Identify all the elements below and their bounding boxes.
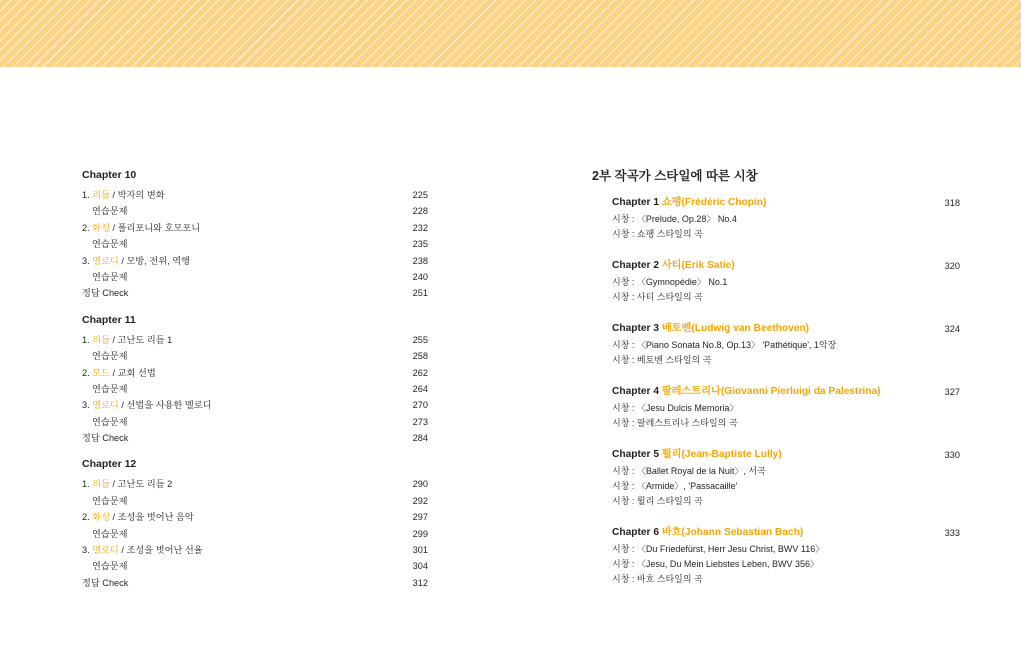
page-number: 258 xyxy=(412,351,428,362)
entry-number: 2. xyxy=(82,512,93,523)
entry-topic: 리듬 xyxy=(92,479,110,490)
page-number: 304 xyxy=(412,561,428,572)
entry-subtitle: / 고난도 리듬 1 xyxy=(109,334,173,345)
entry-number: 1. xyxy=(82,334,93,345)
chapter-label: Chapter 1 xyxy=(612,197,662,208)
page-number: 333 xyxy=(944,528,960,538)
toc-left-column xyxy=(82,168,430,602)
composer-chapter xyxy=(612,259,962,305)
page-number: 240 xyxy=(412,271,428,282)
toc-entry[interactable] xyxy=(82,398,430,414)
composer-chapter-title[interactable] xyxy=(612,526,962,542)
toc-entry[interactable] xyxy=(82,543,430,559)
page-number: 327 xyxy=(944,387,960,397)
toc-entry[interactable] xyxy=(82,366,430,382)
entry-topic: 멜로디 xyxy=(92,255,119,266)
sight-singing-item: 시창 : 〈Armide〉, 'Passacaille' xyxy=(612,481,738,491)
header-banner xyxy=(0,0,1021,67)
chapter-label: Chapter 4 xyxy=(612,386,662,397)
toc-entry-exercise[interactable] xyxy=(82,270,430,286)
toc-entry-answers[interactable] xyxy=(82,431,430,447)
chapter-label: Chapter 2 xyxy=(612,260,662,271)
toc-entry-exercise[interactable] xyxy=(82,494,430,510)
page-number: 320 xyxy=(944,261,960,271)
entry-number: 3. xyxy=(82,545,93,556)
toc-entry-exercise[interactable] xyxy=(82,382,430,398)
composer-name: 쇼팽(Frédéric Chopin) xyxy=(661,197,767,208)
page-number: 262 xyxy=(412,367,428,378)
entry-number: 3. xyxy=(82,255,93,266)
chapter-title: Chapter 12 xyxy=(82,458,137,471)
toc-entry-exercise[interactable] xyxy=(82,415,430,431)
page-number: 273 xyxy=(412,416,428,427)
entry-label: 연습문제 xyxy=(92,416,128,427)
sight-singing-item: 시창 : 베토벤 스타일의 곡 xyxy=(612,355,712,365)
toc-right-column xyxy=(592,166,962,604)
page-number: 312 xyxy=(412,577,428,588)
page-number: 232 xyxy=(412,222,428,233)
sight-singing-item: 시창 : 〈Jesu Dulcis Memoria〉 xyxy=(612,403,739,413)
page-number: 264 xyxy=(412,383,428,394)
sight-singing-item: 시창 : 륄리 스타일의 곡 xyxy=(612,496,703,506)
entry-topic: 리듬 xyxy=(92,190,110,200)
entry-label: 정답 Check xyxy=(82,433,129,444)
toc-entry-exercise[interactable] xyxy=(82,527,430,543)
chapter-title: Chapter 11 xyxy=(82,313,136,326)
toc-entry-exercise[interactable] xyxy=(82,349,430,365)
sight-singing-item: 시창 : 사티 스타일의 곡 xyxy=(612,292,703,302)
composer-chapter xyxy=(612,385,962,431)
page-number: 235 xyxy=(412,239,428,250)
entry-topic: 멜로디 xyxy=(92,400,119,411)
composer-name: 바흐(Johann Sebastian Bach) xyxy=(661,527,804,538)
sight-singing-item: 시창 : 〈Prelude, Op.28〉 No.4 xyxy=(612,214,737,224)
composer-name: 륄리(Jean-Baptiste Lully) xyxy=(661,449,782,460)
page-number: 290 xyxy=(412,479,428,490)
toc-entry[interactable] xyxy=(82,510,430,526)
entry-label: 연습문제 xyxy=(92,561,128,572)
entry-label: 연습문제 xyxy=(92,239,128,250)
toc-entry-answers[interactable] xyxy=(82,286,430,302)
entry-label: 정답 Check xyxy=(82,577,129,588)
composer-chapter xyxy=(612,526,962,587)
entry-topic: 리듬 xyxy=(92,334,110,345)
composer-chapter-title[interactable] xyxy=(612,322,962,338)
composer-name: 팔레스트리나(Giovanni Pierluigi da Palestrina) xyxy=(661,386,881,397)
sight-singing-item: 시창 : 팔레스트리나 스타일의 곡 xyxy=(612,418,738,428)
entry-subtitle: / 선법을 사용한 멜로디 xyxy=(118,400,212,411)
entry-label: 연습문제 xyxy=(92,271,128,282)
entry-subtitle: / 조성을 벗어난 음악 xyxy=(109,512,194,523)
entry-label: 연습문제 xyxy=(92,383,128,394)
sight-singing-item: 시창 : 〈Jesu, Du Mein Liebstes Leben, BWV 356〉 xyxy=(612,559,819,569)
entry-subtitle: / 조성을 벗어난 선율 xyxy=(118,545,203,556)
page-number: 292 xyxy=(412,495,428,506)
page-number: 318 xyxy=(944,198,960,208)
chapter-label: Chapter 5 xyxy=(612,449,662,460)
entry-label: 정답 Check xyxy=(82,288,129,299)
entry-subtitle: / 박자의 변화 xyxy=(109,190,165,200)
toc-entry-exercise[interactable] xyxy=(82,237,430,253)
page-number: 251 xyxy=(412,288,428,299)
page-number: 324 xyxy=(944,324,960,334)
chapter-label: Chapter 6 xyxy=(612,527,662,538)
entry-number: 2. xyxy=(82,222,93,233)
composer-chapter-title[interactable] xyxy=(612,385,962,401)
entry-number: 1. xyxy=(82,479,93,490)
toc-entry[interactable] xyxy=(82,333,430,349)
toc-entry[interactable] xyxy=(82,221,430,237)
entry-number: 3. xyxy=(82,400,93,411)
entry-topic: 모드 xyxy=(92,367,110,378)
toc-entry-exercise[interactable] xyxy=(82,204,430,220)
sight-singing-item: 시창 : 〈Gymnopédie〉 No.1 xyxy=(612,277,728,287)
entry-topic: 멜로디 xyxy=(92,545,119,556)
sight-singing-item: 시창 : 바흐 스타일의 곡 xyxy=(612,574,703,584)
page-number: 255 xyxy=(412,334,428,345)
composer-chapter-title[interactable] xyxy=(612,448,962,464)
page-number: 284 xyxy=(412,433,428,444)
composer-name: 베토벤(Ludwig van Beethoven) xyxy=(661,323,810,334)
page-number: 270 xyxy=(412,400,428,411)
entry-subtitle: / 폴리포니와 호모포니 xyxy=(109,222,201,233)
page-number: 301 xyxy=(412,545,428,556)
toc-entry[interactable] xyxy=(82,254,430,270)
page-number: 225 xyxy=(412,190,428,200)
composer-chapter xyxy=(612,448,962,509)
page-number: 330 xyxy=(944,450,960,460)
sight-singing-item: 시창 : 〈Ballet Royal de la Nuit〉, 서곡 xyxy=(612,466,766,476)
entry-label: 연습문제 xyxy=(92,206,128,217)
entry-number: 2. xyxy=(82,367,93,378)
page-number: 297 xyxy=(412,512,428,523)
sight-singing-item: 시창 : 〈Du Friedefürst, Herr Jesu Christ, BWV 116〉 xyxy=(612,544,825,554)
sight-singing-item: 시창 : 〈Piano Sonata No.8, Op.13〉 'Pathétique', 1악장 xyxy=(612,340,837,350)
entry-subtitle: / 교회 선법 xyxy=(109,367,156,378)
chapter-block xyxy=(82,168,430,303)
toc-entry-exercise[interactable] xyxy=(82,559,430,575)
composer-name: 사티(Erik Satie) xyxy=(661,260,735,271)
entry-number: 1. xyxy=(82,190,93,200)
composer-chapter xyxy=(612,196,962,242)
page-number: 238 xyxy=(412,255,428,266)
composer-chapter-title[interactable] xyxy=(612,259,962,275)
entry-subtitle: / 고난도 리듬 2 xyxy=(109,479,173,490)
entry-topic: 화성 xyxy=(92,222,110,233)
chapter-title: Chapter 10 xyxy=(82,169,137,181)
toc-entry-answers[interactable] xyxy=(82,576,430,592)
toc-entry[interactable] xyxy=(82,477,430,493)
composer-chapter xyxy=(612,322,962,368)
page-number: 228 xyxy=(412,206,428,217)
part-title: 2부 작곡가 스타일에 따른 시창 xyxy=(592,169,758,183)
chapter-block xyxy=(82,457,430,592)
composer-chapter-title[interactable] xyxy=(612,196,962,212)
toc-entry[interactable] xyxy=(82,188,430,204)
entry-label: 연습문제 xyxy=(92,495,128,506)
entry-topic: 화성 xyxy=(92,512,110,523)
chapter-label: Chapter 3 xyxy=(612,323,662,334)
entry-subtitle: / 모방, 전위, 역행 xyxy=(118,255,190,266)
entry-label: 연습문제 xyxy=(92,528,128,539)
sight-singing-item: 시창 : 쇼팽 스타일의 곡 xyxy=(612,229,703,239)
page-number: 299 xyxy=(412,528,428,539)
chapter-block xyxy=(82,313,430,448)
entry-label: 연습문제 xyxy=(92,351,128,362)
